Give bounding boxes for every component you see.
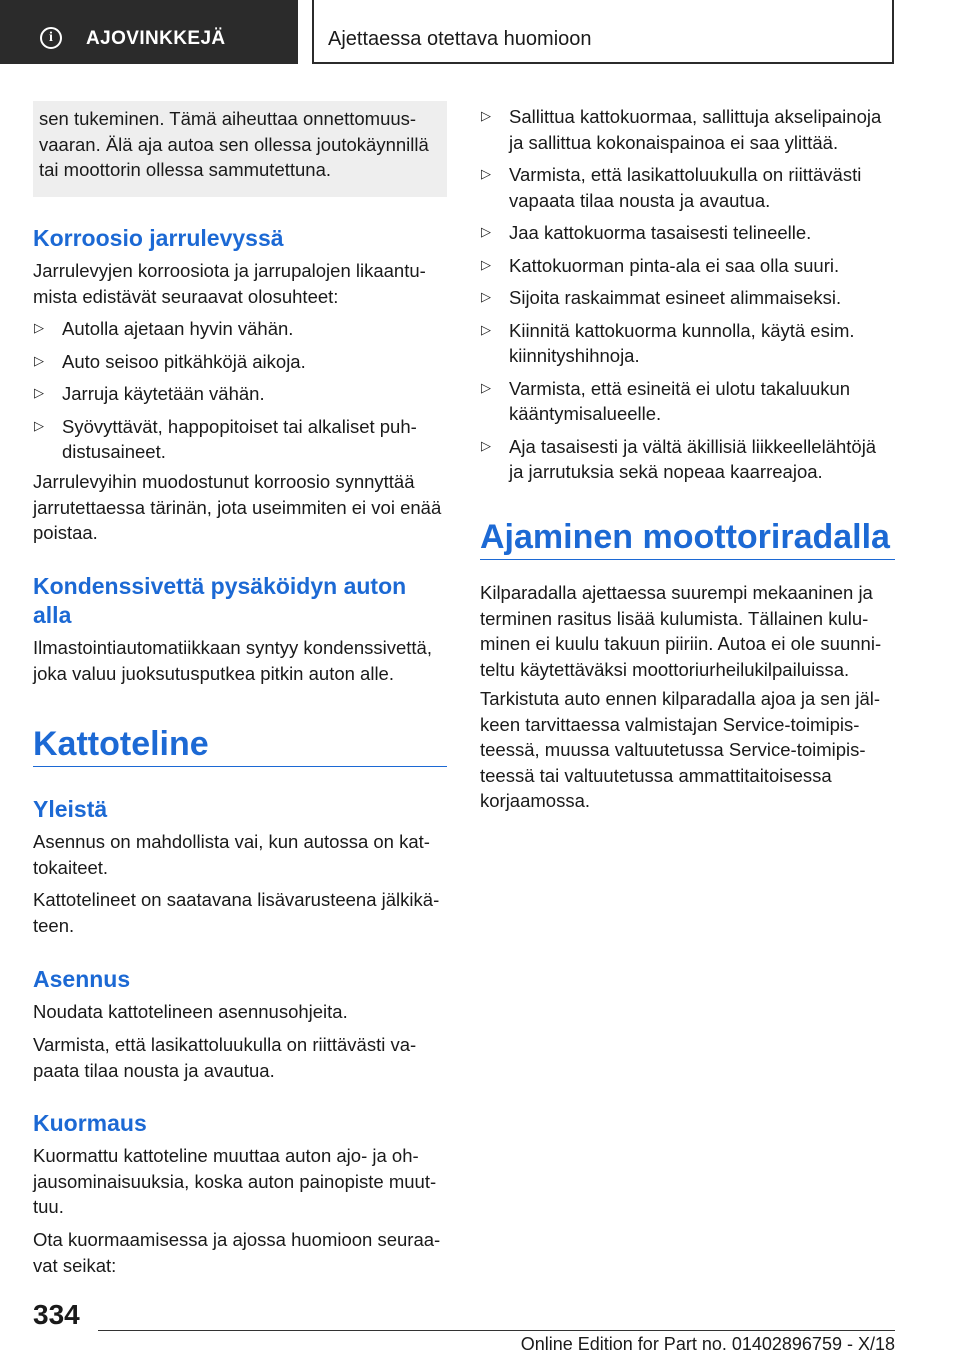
triangle-bullet-icon: ▷ bbox=[481, 256, 491, 272]
heading-korroosio: Korroosio jarrulevyssä bbox=[33, 225, 284, 251]
heading-kondenssi: Kondenssivettä pysäköidyn auton alla bbox=[33, 573, 407, 628]
list-item: ▷ Varmista, että lasikattoluukulla on riittävästi vapaata tilaa nousta ja avautua. bbox=[481, 164, 862, 211]
triangle-bullet-icon: ▷ bbox=[481, 289, 491, 304]
header-subtitle-box bbox=[312, 0, 894, 64]
edition-footer: Online Edition for Part no. 01402896759 - X/18 bbox=[520, 1334, 895, 1354]
yleista-paragraph-2: Kattotelineet on saatavana lisävarusteena jälkikäteen. bbox=[33, 889, 440, 936]
warning-note-text: sen tukeminen. Tämä aiheuttaa onnettomuusvaaran. Älä aja autoa sen ollessa joutokäynnillä tai moottorin ollessa sammutettuna. bbox=[39, 108, 429, 180]
triangle-bullet-icon: ▷ bbox=[481, 379, 491, 395]
yleista-paragraph-1: Asennus on mahdollista vai, kun autossa on kattokaiteet. bbox=[33, 831, 430, 878]
page-number: 334 bbox=[33, 1299, 80, 1330]
section-divider bbox=[33, 766, 447, 767]
triangle-bullet-icon: ▷ bbox=[34, 385, 44, 400]
asennus-paragraph-2: Varmista, että lasikattoluukulla on riittävästi vapaata tilaa nousta ja avautua. bbox=[33, 1034, 417, 1081]
list-item: ▷ Kiinnitä kattokuorma kunnolla, käytä esim. kiinnityshihnoja. bbox=[481, 319, 855, 366]
triangle-bullet-icon: ▷ bbox=[481, 108, 491, 123]
triangle-bullet-icon: ▷ bbox=[34, 320, 44, 335]
korroosio-outro: Jarrulevyihin muodostunut korroosio synnyttää jarrutettaessa tärinän, jota useimmiten ei voi enää poistaa. bbox=[33, 471, 442, 543]
section-divider bbox=[480, 559, 895, 560]
kuormaus-paragraph-1: Kuormattu kattoteline muuttaa auton ajo- ja ohjausominaisuuksia, koska auton painopiste muuttuu. bbox=[33, 1145, 437, 1217]
kuormaus-paragraph-2: Ota kuormaamisessa ja ajossa huomioon seuraavat seikat: bbox=[33, 1229, 441, 1276]
heading-asennus: Asennus bbox=[33, 966, 131, 992]
heading-kuormaus: Kuormaus bbox=[33, 1110, 147, 1136]
korroosio-intro: Jarrulevyjen korroosiota ja jarrupalojen likaantumista edistävät seuraavat olosuhteet: bbox=[33, 260, 426, 307]
list-item: ▷ Jaa kattokuorma tasaisesti telineelle. bbox=[481, 222, 812, 243]
heading-kattoteline: Kattoteline bbox=[33, 725, 209, 763]
moottori-paragraph-1: Kilparadalla ajettaessa suurempi mekaaninen ja terminen rasitus lisää kulumista. Tällainen kuluminen ei kuulu takuun piiriin. Autoa ei ole suunniteltu käytettäväksi moottoriurheilukilpailuissa. bbox=[480, 582, 882, 680]
chapter-subtitle: Ajettaessa otettava huomioon bbox=[328, 28, 592, 50]
list-item: ▷ Aja tasaisesti ja vältä äkillisiä liikkeellelähtöjä ja jarrutuksia sekä nopeaa kaarreajoa. bbox=[481, 435, 877, 482]
list-item: ▷ Sallittua kattokuormaa, sallittuja akselipainoja ja sallittua kokonaispainoa ei saa ylittää. bbox=[481, 106, 882, 153]
triangle-bullet-icon: ▷ bbox=[34, 352, 44, 368]
moottori-paragraph-2: Tarkistuta auto ennen kilparadalla ajoa ja sen jälkeen tarvittaessa valmistajan Service-toimipisteessä, muussa valtuutetussa Service-toimipisteessä tai valtuutetussa ammattitaitoisessa korjaamossa. bbox=[480, 688, 881, 811]
korroosio-list bbox=[33, 316, 447, 465]
list-item: ▷ Varmista, että esineitä ei ulotu takaluukun kääntymisalueelle. bbox=[481, 377, 851, 424]
list-item: ▷ Autolla ajetaan hyvin vähän. bbox=[34, 318, 294, 339]
footer-divider bbox=[98, 1330, 895, 1331]
heading-moottoriradalla: Ajaminen moottoriradalla bbox=[480, 518, 890, 556]
kuormaus-checklist bbox=[480, 104, 895, 485]
section-title: AJOVINKKEJÄ bbox=[86, 28, 226, 49]
triangle-bullet-icon: ▷ bbox=[34, 417, 44, 433]
asennus-paragraph-1: Noudata kattotelineen asennusohjeita. bbox=[33, 1001, 348, 1022]
triangle-bullet-icon: ▷ bbox=[481, 321, 491, 337]
triangle-bullet-icon: ▷ bbox=[481, 437, 491, 453]
triangle-bullet-icon: ▷ bbox=[481, 224, 491, 239]
triangle-bullet-icon: ▷ bbox=[481, 166, 491, 181]
info-icon: i bbox=[40, 27, 62, 49]
warning-note-box bbox=[33, 101, 447, 197]
list-item: ▷ Auto seisoo pitkähköjä aikoja. bbox=[34, 350, 306, 372]
list-item: ▷ Sijoita raskaimmat esineet alimmaiseksi. bbox=[481, 287, 842, 308]
list-item: ▷ Kattokuorman pinta-ala ei saa olla suuri. bbox=[481, 254, 840, 276]
kondenssi-text: Ilmastointiautomatiikkaan syntyy kondenssivettä, joka valuu juoksutusputkea pitkin auton alle. bbox=[33, 637, 432, 684]
list-item: ▷ Syövyttävät, happopitoiset tai alkaliset puhdistusaineet. bbox=[34, 415, 417, 462]
header-section-tab bbox=[0, 0, 298, 64]
list-item: ▷ Jarruja käytetään vähän. bbox=[34, 383, 265, 404]
heading-yleista: Yleistä bbox=[33, 796, 108, 822]
